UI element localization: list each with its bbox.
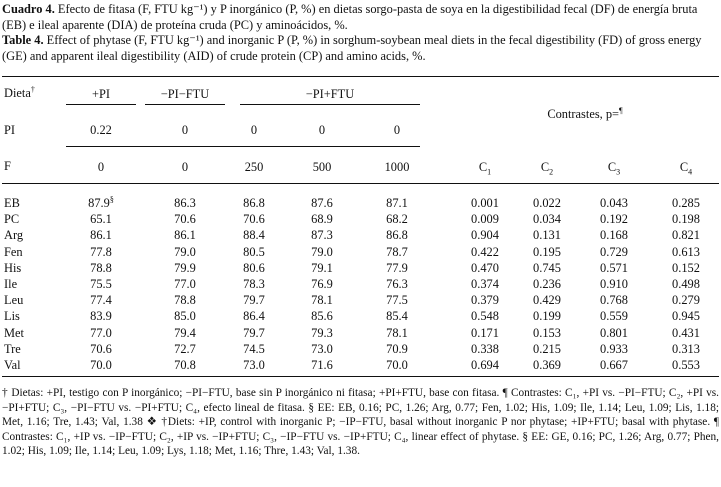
value-text: 73.0: [311, 341, 333, 356]
contrast-p-value: 0.904: [471, 228, 499, 243]
value-text: 86.4: [243, 309, 265, 324]
value-text: 77.0: [174, 277, 196, 291]
digestibility-value: [145, 293, 225, 307]
header-group-pi-plus-ftu: −PI+FTU: [305, 87, 355, 101]
contrast-p-value: 0.338: [471, 341, 499, 356]
value-text: 78.7: [386, 244, 408, 259]
value-text: 70.8: [174, 358, 196, 372]
value-text: 85.4: [386, 309, 408, 324]
digestibility-value: [228, 358, 280, 372]
row-label: Val: [4, 358, 21, 372]
contrast-p-value: 0.667: [600, 358, 628, 372]
contrast-p-value: 0.548: [471, 309, 499, 324]
contrast-c2-label: $C_2$: [540, 160, 554, 177]
contrast-p-value: 0.422: [471, 244, 499, 259]
contrast-c3-label: $C_3$: [607, 160, 621, 177]
value-text: 78.3: [243, 277, 265, 291]
value-text: 85.0: [174, 309, 196, 324]
value-text: 77.9: [386, 260, 408, 275]
header-pi-label: PI: [4, 123, 16, 137]
contrast-c1-label: $C_1$: [478, 160, 492, 177]
digestibility-value: [66, 326, 136, 340]
value-text: 76.9: [311, 277, 333, 291]
dieta-footnote-mark: †: [30, 84, 35, 94]
value-text: 79.0: [174, 244, 196, 259]
digestibility-value: [228, 228, 280, 242]
contrast-p-value: 0.745: [533, 260, 561, 275]
header-dieta: Dieta†: [4, 84, 35, 100]
contrast-p-value: 0.571: [600, 260, 628, 275]
contrast-p-value: 0.199: [533, 309, 561, 324]
contrast-p-value: 0.374: [471, 277, 499, 291]
value-text: 87.9: [88, 196, 110, 210]
header-contrastes: Contrastes, p=¶: [547, 105, 623, 121]
value-text: 70.6: [174, 212, 196, 227]
contrast-p-value: 0.694: [471, 358, 499, 372]
value-text: 70.9: [386, 341, 408, 356]
f-value: 0: [97, 160, 105, 174]
caption-es-label: Cuadro 4.: [2, 2, 55, 16]
digestibility-value: [145, 261, 225, 275]
digestibility-value: [292, 245, 352, 259]
f-value: 1000: [384, 160, 410, 174]
digestibility-value: [292, 228, 352, 242]
digestibility-value: [367, 277, 427, 291]
value-text: 77.5: [386, 293, 408, 308]
value-text: 86.3: [174, 196, 196, 210]
contrastes-footnote-mark: ¶: [619, 105, 623, 115]
contrast-p-value: 0.431: [672, 325, 700, 340]
value-text: 76.3: [386, 277, 408, 291]
header-group-pi-ftu: −PI−FTU: [160, 87, 210, 101]
contrast-c4-label: $C_4$: [679, 160, 693, 177]
caption-spanish: [2, 2, 719, 33]
header-f-label: F: [4, 159, 11, 173]
digestibility-value: [66, 196, 136, 210]
digestibility-value: [292, 196, 352, 210]
f-value: 500: [312, 160, 332, 174]
table-bottom-rule: [2, 376, 719, 377]
value-text: 86.1: [90, 228, 112, 243]
contrast-p-value: 0.470: [471, 260, 499, 275]
contrast-p-value: 0.195: [533, 244, 561, 259]
value-text: 70.6: [90, 341, 112, 356]
value-text: 78.1: [386, 325, 408, 340]
digestibility-value: [228, 326, 280, 340]
contrast-p-value: 0.910: [600, 277, 628, 291]
caption-en-label: Table 4.: [2, 33, 44, 47]
contrast-p-value: 0.498: [672, 277, 700, 291]
digestibility-value: [145, 309, 225, 323]
digestibility-value: [292, 358, 352, 372]
value-text: 86.8: [386, 228, 408, 243]
digestibility-value: [145, 245, 225, 259]
digestibility-value: [145, 196, 225, 210]
value-text: 78.8: [90, 260, 112, 275]
contrast-p-value: 0.171: [471, 325, 499, 340]
value-text: 79.4: [174, 325, 196, 340]
digestibility-value: [228, 293, 280, 307]
digestibility-value: [228, 245, 280, 259]
pi-value: 0: [318, 123, 326, 137]
contrast-p-value: 0.369: [533, 358, 561, 372]
pi-value: 0: [393, 123, 401, 137]
value-text: 79.3: [311, 325, 333, 340]
caption-english: [2, 33, 719, 64]
digestibility-value: [66, 358, 136, 372]
digestibility-value: [292, 293, 352, 307]
value-text: 73.0: [243, 358, 265, 372]
digestibility-value: [145, 212, 225, 226]
digestibility-value: [145, 228, 225, 242]
digestibility-value: [367, 293, 427, 307]
value-text: 80.6: [243, 260, 265, 275]
pi-value: 0.22: [90, 123, 112, 137]
digestibility-value: [367, 342, 427, 356]
se-footnote-mark: §: [109, 194, 114, 204]
contrast-p-value: 0.821: [672, 228, 700, 243]
value-text: 74.5: [243, 341, 265, 356]
f-value: 250: [244, 160, 264, 174]
row-label: EB: [4, 196, 20, 210]
value-text: 75.5: [90, 277, 112, 291]
value-text: 80.5: [243, 244, 265, 259]
contrast-p-value: 0.613: [672, 244, 700, 259]
contrast-p-value: 0.001: [471, 196, 499, 210]
row-label: Arg: [4, 228, 24, 243]
value-text: 79.9: [174, 260, 196, 275]
caption-es-text: Efecto de fitasa (F, FTU kg⁻¹) y P inorgánico (P, %) en dietas sorgo-pasta de soya en la digestibilidad fecal (DF) de energía bruta (EB) e ileal aparente (DIA) de proteína cruda (PC) y aminoácidos, %.: [2, 2, 698, 32]
caption-en-text: Effect of phytase (F, FTU kg⁻¹) and inorganic P (P, %) in sorghum-soybean meal diets in the fecal digestibility (FD) of gross energy (GE) and apparent ileal digestibility (AID) of crude protein (CP) and amino acids, %.: [2, 33, 702, 63]
row-label: Leu: [4, 293, 24, 308]
group-underline-pi: [66, 104, 136, 105]
value-text: 88.4: [243, 228, 265, 243]
digestibility-value: [228, 196, 280, 210]
contrast-p-value: 0.215: [533, 341, 561, 356]
digestibility-value: [292, 309, 352, 323]
digestibility-value: [228, 342, 280, 356]
contrast-p-value: 0.168: [600, 228, 628, 243]
contrast-p-value: 0.768: [600, 293, 628, 308]
contrast-p-value: 0.034: [533, 212, 561, 227]
digestibility-value: [367, 212, 427, 226]
digestibility-value: [66, 228, 136, 242]
value-text: 72.7: [174, 341, 196, 356]
contrast-p-value: 0.043: [600, 196, 628, 210]
row-label: Met: [4, 325, 24, 340]
digestibility-value: [367, 228, 427, 242]
table-caption: [2, 2, 719, 64]
row-label: PC: [4, 212, 20, 227]
contrast-p-value: 0.313: [672, 341, 700, 356]
header-bottom-rule: [2, 183, 719, 184]
value-text: 86.8: [243, 196, 265, 210]
contrast-p-value: 0.192: [600, 212, 628, 227]
pi-value: 0: [181, 123, 189, 137]
contrast-p-value: 0.729: [600, 244, 628, 259]
digestibility-value: [367, 196, 427, 210]
contrast-p-value: 0.933: [600, 341, 628, 356]
value-text: 79.1: [311, 260, 333, 275]
value-text: 70.6: [243, 212, 265, 227]
pi-value: 0: [250, 123, 258, 137]
digestibility-value: [228, 277, 280, 291]
top-rule: [2, 76, 719, 77]
digestibility-value: [367, 245, 427, 259]
value-text: 78.8: [174, 293, 196, 308]
value-text: 79.7: [243, 293, 265, 308]
contrast-p-value: 0.379: [471, 293, 499, 308]
digestibility-value: [228, 261, 280, 275]
contrast-p-value: 0.198: [672, 212, 700, 227]
value-text: 87.6: [311, 196, 333, 210]
contrast-p-value: 0.022: [533, 196, 561, 210]
value-text: 65.1: [90, 212, 112, 227]
digestibility-value: [66, 261, 136, 275]
row-label: Tre: [4, 341, 21, 356]
row-label: Lis: [4, 309, 20, 324]
table-footnotes: [2, 386, 719, 459]
contrast-p-value: 0.285: [672, 196, 700, 210]
header-group-pi: +PI: [91, 87, 110, 101]
digestibility-value: [292, 212, 352, 226]
value-text: 83.9: [90, 309, 112, 324]
contrast-p-value: 0.801: [600, 325, 628, 340]
digestibility-value: [66, 309, 136, 323]
contrast-p-value: 0.152: [672, 260, 700, 275]
row-label: Ile: [4, 277, 18, 291]
value-text: 77.8: [90, 244, 112, 259]
value-text: 71.6: [311, 358, 333, 372]
value-text: 78.1: [311, 293, 333, 308]
value-text: 77.0: [90, 325, 112, 340]
digestibility-value: [145, 342, 225, 356]
value-text: 68.2: [386, 212, 408, 227]
digestibility-value: [228, 309, 280, 323]
footnote-text: † Dietas: +PI, testigo con P inorgánico; −PI−FTU, base sin P inorgánico ni fitasa; +PI+FTU, base con fitasa. ¶ Contrastes: C₁, +PI vs. −PI−FTU; C₂, +PI vs. −PI+FTU; C₃, −PI−FTU vs. −PI+FTU; C₄, efecto lineal de fitasa. § EE: EB, 0.16; PC, 1.26; Arg, 0.77; Fen, 1.02; His, 1.09; Ile, 1.14; Leu, 1.09; Lis, 1.18; Met, 1.16; Tre, 1.43; Val, 1.38 ❖ †Diets: +IP, control with inorganic P; −IP−FTU, basal without inorganic P nor phytase; +IP+FTU; basal with phytase. ¶ Contrastes: C₁, +IP vs. −IP−FTU; C₂, +IP vs. −IP+FTU; C₃, −IP−FTU vs. −IP+FTU; C₄, linear effect of phytase. § EE: GE, 0.16; PC, 1.26; Arg, 0.77; Phen, 1.02; His, 1.09; Ile, 1.14; Leu, 1.09; Lys, 1.18; Met, 1.16; Thre, 1.43; Val, 1.38.: [2, 387, 719, 458]
digestibility-value: [292, 261, 352, 275]
row-label: Fen: [4, 244, 23, 259]
digestibility-value: [66, 212, 136, 226]
digestibility-value: [145, 277, 225, 291]
value-text: 85.6: [311, 309, 333, 324]
value-text: 68.9: [311, 212, 333, 227]
row-label: His: [4, 260, 22, 275]
digestibility-value: [367, 358, 427, 372]
contrast-p-value: 0.559: [600, 309, 628, 324]
value-text: 87.3: [311, 228, 333, 243]
value-text: 77.4: [90, 293, 112, 308]
digestibility-value: [66, 342, 136, 356]
digestibility-value: [292, 277, 352, 291]
contrast-p-value: 0.236: [533, 277, 561, 291]
group-underline-pi-plus-ftu: [240, 104, 420, 105]
digestibility-value: [292, 326, 352, 340]
contrast-p-value: 0.945: [672, 309, 700, 324]
digestibility-value: [66, 293, 136, 307]
contrast-p-value: 0.131: [533, 228, 561, 243]
digestibility-value: [66, 277, 136, 291]
digestibility-value: [367, 309, 427, 323]
value-text: 86.1: [174, 228, 196, 243]
digestibility-value: [367, 261, 427, 275]
pi-row-underline: [66, 146, 420, 147]
value-text: 70.0: [386, 358, 408, 372]
value-text: 79.7: [243, 325, 265, 340]
digestibility-value: [228, 212, 280, 226]
contrast-p-value: 0.553: [672, 358, 700, 372]
digestibility-value: [292, 342, 352, 356]
value-text: 70.0: [90, 358, 112, 372]
group-underline-pi-ftu: [145, 104, 225, 105]
f-value: 0: [181, 160, 189, 174]
digestibility-value: [145, 358, 225, 372]
digestibility-value: [367, 326, 427, 340]
contrast-p-value: 0.009: [471, 212, 499, 227]
contrast-p-value: 0.153: [533, 325, 561, 340]
value-text: 87.1: [386, 196, 408, 210]
contrast-p-value: 0.279: [672, 293, 700, 308]
value-text: 79.0: [311, 244, 333, 259]
contrast-p-value: 0.429: [533, 293, 561, 308]
digestibility-value: [145, 326, 225, 340]
digestibility-value: [66, 245, 136, 259]
